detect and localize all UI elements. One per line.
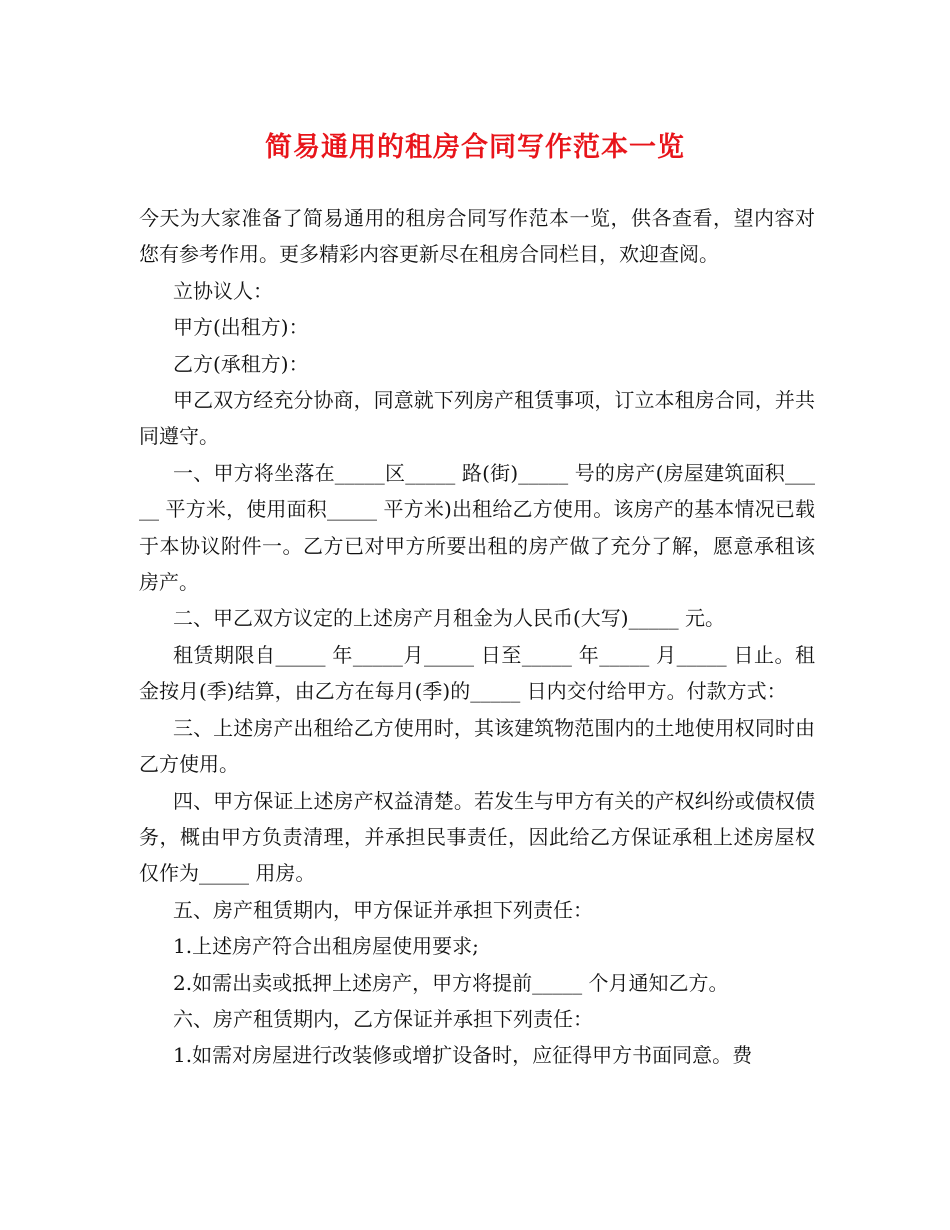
clause-4: 四、甲方保证上述房产权益清楚。若发生与甲方有关的产权纠纷或债权债务，概由甲方负责清理，并承担民事责任，因此给乙方保证承租上述房屋权仅作为_____ 用房。 [139,788,815,886]
clause-5: 五、房产租赁期内，甲方保证并承担下列责任： [173,897,593,922]
clause-3: 三、上述房产出租给乙方使用时，其该建筑物范围内的土地使用权同时由乙方使用。 [139,715,815,777]
document-body [139,200,815,1074]
intro-paragraph: 今天为大家准备了简易通用的租房合同写作范本一览，供各查看，望内容对您有参考作用。更多精彩内容更新尽在租房合同栏目，欢迎查阅。 [139,206,815,267]
document-title: 简易通用的租房合同写作范本一览 [265,132,685,163]
clause-5-item-1: 1.上述房产符合出租房屋使用要求; [173,934,479,959]
agreement-parties-heading: 立协议人： [173,278,273,303]
party-a-line: 甲方(出租方)： [173,315,309,340]
clause-6: 六、房产租赁期内，乙方保证并承担下列责任： [173,1006,593,1031]
preamble-paragraph: 甲乙双方经充分协商，同意就下列房产租赁事项，订立本租房合同，并共同遵守。 [139,388,815,449]
clause-5-item-2: 2.如需出卖或抵押上述房产，甲方将提前_____ 个月通知乙方。 [173,970,729,995]
clause-6-item-1: 1.如需对房屋进行改装修或增扩设备时，应征得甲方书面同意。费 [173,1043,753,1068]
lease-term-paragraph: 租赁期限自_____ 年_____月_____ 日至_____ 年_____ 月_____ 日止。租金按月(季)结算，由乙方在每月(季)的_____ 日内交付给甲方。付款方式： [139,642,815,704]
party-b-line: 乙方(承租方)： [173,351,309,376]
clause-2: 二、甲乙双方议定的上述房产月租金为人民币(大写)_____ 元。 [173,606,725,631]
clause-1: 一、甲方将坐落在_____区_____ 路(街)_____ 号的房产(房屋建筑面积_____ 平方米，使用面积_____ 平方米)出租给乙方使用。该房产的基本情况已载于本协议附件一。乙方已对甲方所要出租的房产做了充分了解，愿意承租该房产。 [139,460,815,595]
